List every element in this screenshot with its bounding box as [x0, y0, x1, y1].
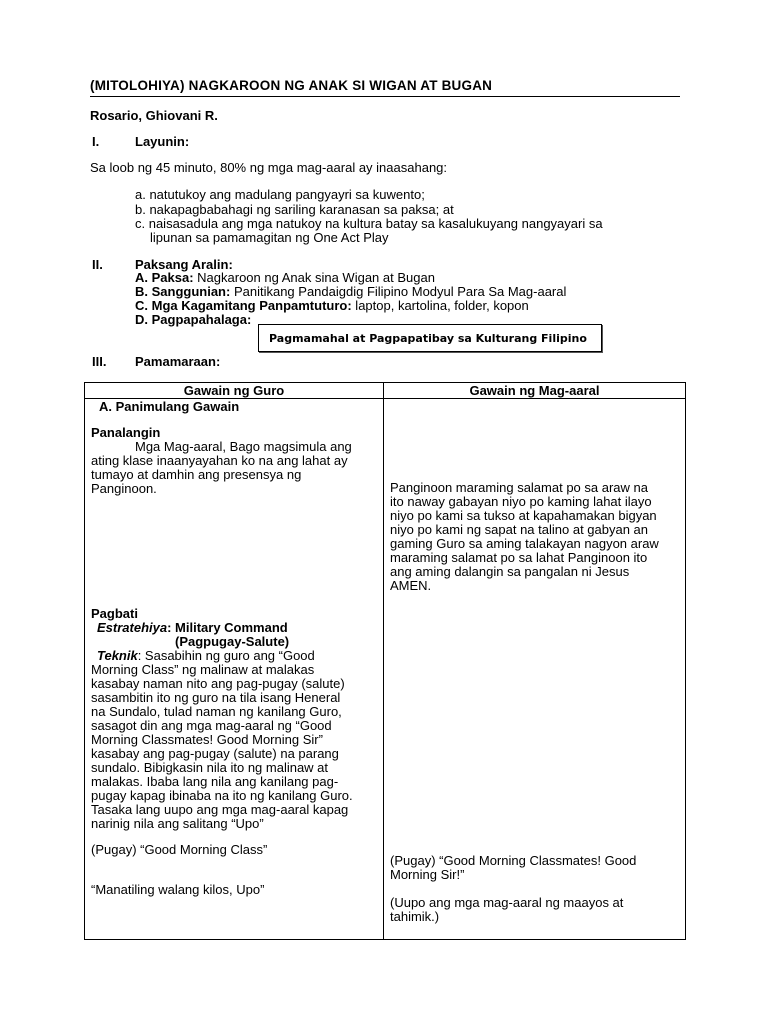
- pagpapahalaga-item: [135, 313, 251, 327]
- estratehiya-line: [97, 621, 288, 635]
- estratehiya-value: : Military Command: [167, 620, 288, 635]
- lesson-plan-table: [84, 382, 686, 940]
- teknik-line: Morning Classmates! Good Morning Sir”: [91, 732, 323, 747]
- teknik-line: kasabay ang pag-pugay (salute) na parang: [91, 746, 339, 761]
- values-box: [258, 324, 602, 352]
- kagamitan-key: C. Mga Kagamitang Panpamtuturo:: [135, 298, 352, 313]
- section1-label: Layunin:: [135, 134, 190, 149]
- teknik-line: sasambitin ito ng guro na tila isang Heneral: [91, 690, 341, 705]
- sanggunian-item: [135, 285, 566, 299]
- title-underline: [90, 96, 680, 97]
- guro-upo-line: “Manatiling walang kilos, Upo”: [91, 882, 265, 897]
- guro-column: [85, 399, 384, 940]
- objective-c: c. naisasadula ang mga natukoy na kultura batay sa kasalukuyang nangyayari sa: [135, 216, 603, 231]
- prayer-line: ito naway gabayan niyo po kaming lahat ilayo: [390, 494, 652, 509]
- objective-b: b. nakapagbabahagi ng sariling karanasan sa paksa; at: [135, 202, 454, 217]
- prayer-line: Panginoon maraming salamat po sa araw na: [390, 480, 648, 495]
- paksa-value: Nagkaroon ng Anak sina Wigan at Bugan: [193, 270, 435, 285]
- pagbati-label: Pagbati: [91, 606, 138, 621]
- objective-c-cont: lipunan sa pamamagitan ng One Act Play: [150, 230, 389, 245]
- panalangin-label: Panalangin: [91, 425, 161, 440]
- magaaral-pugay-line: Morning Sir!”: [390, 867, 465, 882]
- panalangin-line: Panginoon.: [91, 481, 157, 496]
- prayer-line: AMEN.: [390, 578, 432, 593]
- prayer-line: niyo po kami ng sapat na talino at gabyan an: [390, 522, 649, 537]
- magaaral-pugay-line: (Pugay) “Good Morning Classmates! Good: [390, 853, 637, 868]
- header-magaaral: Gawain ng Mag-aaral: [384, 383, 686, 399]
- teknik-line: na Sundalo, tulad naman ng kanilang Guro,: [91, 704, 342, 719]
- prayer-line: maraming salamat po sa lahat Panginoon ito: [390, 550, 648, 565]
- teknik-first-line: [97, 649, 315, 663]
- guro-pugay-line: (Pugay) “Good Morning Class”: [91, 842, 268, 857]
- prayer-line: ang aming dalangin sa pangalan ni Jesus: [390, 564, 630, 579]
- magaaral-column: [384, 399, 686, 940]
- teknik-line: pugay kapag ibinaba na ito ng kanilang Guro.: [91, 788, 353, 803]
- teknik-line: sundalo. Bibigkasin nila ito ng malinaw at: [91, 760, 329, 775]
- panalangin-line: ating klase inaanyayahan ko na ang lahat ay: [91, 453, 348, 468]
- estratehiya-label: Estratehiya: [97, 620, 168, 635]
- section3-label: Pamamaraan:: [135, 354, 221, 369]
- section2-label: Paksang Aralin:: [135, 257, 233, 272]
- kagamitan-value: laptop, kartolina, folder, kopon: [351, 298, 529, 313]
- panalangin-line: Mga Mag-aaral, Bago magsimula ang: [135, 439, 352, 454]
- teknik-line: kasabay naman nito ang pag-pugay (salute): [91, 676, 345, 691]
- magaaral-upo-line: (Uupo ang mga mag-aaral ng maayos at: [390, 895, 624, 910]
- teknik-line: Tasaka lang uupo ang mga mag-aaral kapag: [91, 802, 349, 817]
- estratehiya-sub: (Pagpugay-Salute): [175, 634, 290, 649]
- prayer-line: gaming Guro sa aming talakayan nagyon araw: [390, 536, 659, 551]
- section3-number: III.: [92, 354, 107, 369]
- header-guro: Gawain ng Guro: [85, 383, 384, 399]
- section1-intro: Sa loob ng 45 minuto, 80% ng mga mag-aaral ay inaasahang:: [90, 160, 448, 175]
- paksa-item: [135, 271, 435, 285]
- teknik-label: Teknik: [97, 648, 138, 663]
- prayer-line: niyo po kami sa tukso at kapahamakan bigyan: [390, 508, 657, 523]
- panimulang-gawain-heading: A. Panimulang Gawain: [99, 399, 240, 414]
- pagpapahalaga-key: D. Pagpapahalaga:: [135, 312, 252, 327]
- kagamitan-item: [135, 299, 529, 313]
- teknik-line: sasagot din ang mga mag-aaral ng “Good: [91, 718, 332, 733]
- magaaral-upo-line: tahimik.): [390, 909, 440, 924]
- values-box-text: Pagmamahal at Pagpapatibay sa Kulturang Filipino: [269, 332, 587, 345]
- objective-a: a. natutukoy ang madulang pangyayri sa kuwento;: [135, 187, 425, 202]
- panalangin-line: tumayo at damhin ang presensya ng: [91, 467, 302, 482]
- sanggunian-key: B. Sanggunian:: [135, 284, 231, 299]
- section2-number: II.: [92, 257, 103, 272]
- paksa-key: A. Paksa:: [135, 270, 194, 285]
- sanggunian-value: Panitikang Pandaigdig Filipino Modyul Para Sa Mag-aaral: [230, 284, 567, 299]
- section1-number: I.: [92, 134, 100, 149]
- teknik-line: Morning Class” ng malinaw at malakas: [91, 662, 315, 677]
- teknik-line: : Sasabihin ng guro ang “Good: [137, 648, 315, 663]
- teknik-line: malakas. Ibaba lang nila ang kanilang pag-: [91, 774, 339, 789]
- teknik-line: narinig nila ang salitang “Upo”: [91, 816, 264, 831]
- document-title: (MITOLOHIYA) NAGKAROON NG ANAK SI WIGAN AT BUGAN: [90, 78, 493, 93]
- author-name: Rosario, Ghiovani R.: [90, 108, 218, 123]
